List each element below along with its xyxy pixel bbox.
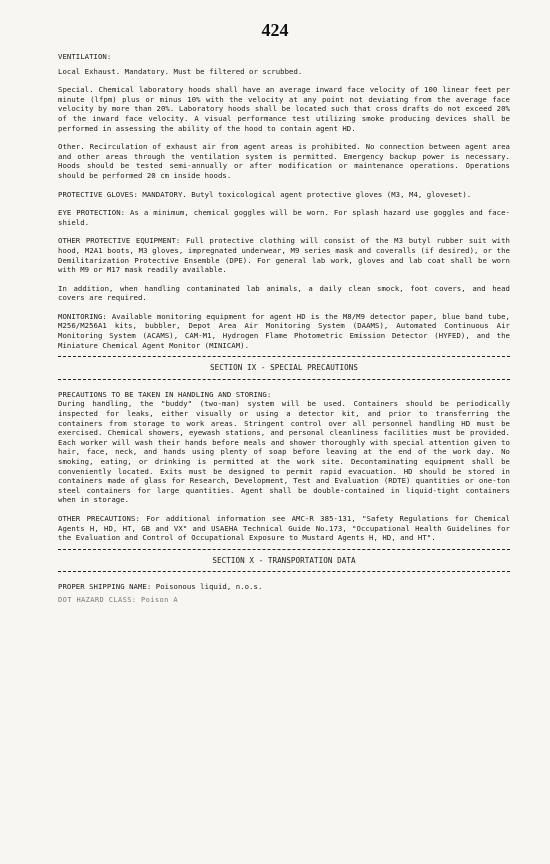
other-equipment-paragraph: OTHER PROTECTIVE EQUIPMENT: Full protective clothing will consist of the M3 butyl rubber suit with hood, M2A1 boots, M3 gloves, impregnated underwear, M9 series mask and coveralls (if desired), or the Demilitarization Protective Ensemble (DPE). For general lab work, gloves and lab coat shall be worn with M9 or M17 mask readily available. bbox=[58, 236, 510, 275]
document-body bbox=[58, 52, 510, 606]
special-ventilation-paragraph: Special. Chemical laboratory hoods shall have an average inward face velocity of 100 linear feet per minute (lfpm) plus or minus 10% with the velocity at any point not deviating from the average face velocity by more than 20%. Laboratory hoods shall be located such that cross drafts do not exceed 20% of the inward face velocity. A visual performance test utilizing smoke producing devices shall be performed in assessing the ability of the hood to contain agent HD. bbox=[58, 85, 510, 133]
section-ix-title: SECTION IX - SPECIAL PRECAUTIONS bbox=[210, 363, 358, 373]
section-x-title: SECTION X - TRANSPORTATION DATA bbox=[212, 555, 356, 565]
shipping-name-paragraph: PROPER SHIPPING NAME: Poisonous liquid, n.o.s. bbox=[58, 582, 263, 592]
divider bbox=[58, 571, 510, 572]
monitoring-paragraph: MONITORING: Available monitoring equipment for agent HD is the M8/M9 detector paper, blue band tube, M256/M256A1 kits, bubbler, Depot Area Air Monitoring System (DAAMS), Automated Continuous Air Monitoring System (ACAMS), CAM-M1, Hydrogen Flame Photometric Emission Detector (HYFED), and the Miniature Chemical Agent Monitor (MINICAM). bbox=[58, 311, 510, 350]
divider bbox=[58, 549, 510, 550]
divider bbox=[58, 379, 510, 380]
handling-heading: PRECAUTIONS TO BE TAKEN IN HANDLING AND STORING: bbox=[58, 389, 272, 399]
protective-gloves-paragraph: PROTECTIVE GLOVES: MANDATORY. Butyl toxicological agent protective gloves (M3, M4, gloveset). bbox=[58, 189, 472, 199]
other-ventilation-paragraph: Other. Recirculation of exhaust air from agent areas is prohibited. No connection between agent area and other areas through the ventilation system is permitted. Emergency backup power is necessary. Hoods should be tested semi-annually or after modification or maintenance operations. Operations should be performed 20 cm inside hoods. bbox=[58, 142, 510, 180]
eye-protection-paragraph: EYE PROTECTION: As a minimum, chemical goggles will be worn. For splash hazard use goggles and face-shield. bbox=[58, 208, 510, 227]
handling-paragraph: During handling, the "buddy" (two-man) system will be used. Containers should be periodically inspected for leaks, either visually or using a detector kit, and prior to transferring the containers from storage to work areas. Stringent control over all personnel handling HD must be exercised. Chemical showers, eyewash stations, and personal cleanliness facilities must be provided. Each worker will wash their hands before meals and shower thoroughly with special attention given to hair, face, neck, and hands using plenty of soap before leaving at the end of the work day. No smoking, eating, or drinking is permitted at the work site. Decontaminating equipment shall be conveniently located. Exits must be designed to permit rapid evacuation. HD should be stored in containers made of glass for Research, Development, Test and Evaluation (RDTE) quantities or one-ton steel containers for large quantities. Agent shall be double-contained in liquid-tight containers when in storage. bbox=[58, 399, 510, 505]
cut-off-line: DOT HAZARD CLASS: Poison A bbox=[58, 595, 178, 604]
local-exhaust-paragraph: Local Exhaust. Mandatory. Must be filtered or scrubbed. bbox=[58, 66, 303, 76]
other-precautions-paragraph: OTHER PRECAUTIONS: For additional information see AMC-R 385-131, "Safety Regulations for Chemical Agents H, HD, HT, GB and VX" and USAEHA Technical Guide No.173, "Occupational Health Guidelines for the Evaluation and Control of Occupational Exposure to Mustard Agents H, HD, and HT". bbox=[58, 513, 510, 543]
ventilation-heading: VENTILATION: bbox=[58, 52, 112, 61]
lab-animals-paragraph: In addition, when handling contaminated lab animals, a daily clean smock, foot covers, and head covers are required. bbox=[58, 283, 510, 303]
page-number: 424 bbox=[261, 20, 289, 40]
divider bbox=[58, 356, 510, 357]
